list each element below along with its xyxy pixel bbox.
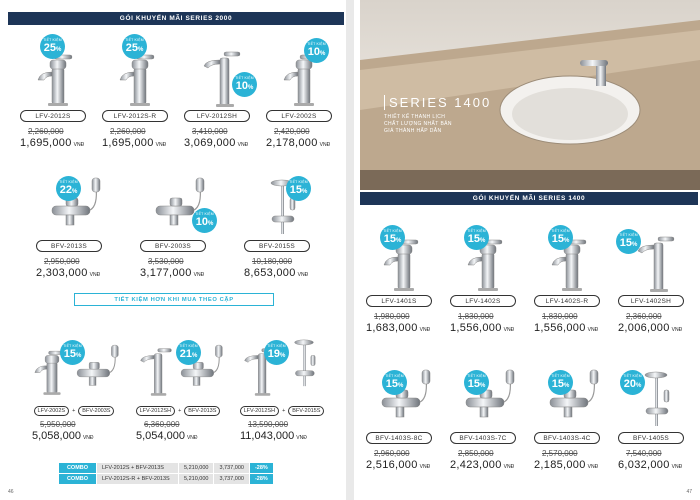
hero-image (360, 0, 700, 190)
discount-badge: TIẾT KIỆM 10% (304, 38, 329, 63)
combo-card[interactable] (132, 330, 227, 470)
new-price: 2,423,000 VNĐ (450, 459, 515, 471)
product-card[interactable] (616, 352, 696, 482)
product-card[interactable] (364, 352, 444, 482)
new-price: 2,303,000 VNĐ (36, 267, 101, 279)
new-price: 5,054,000 VNĐ (136, 430, 198, 442)
discount-badge: TIẾT KIỆM 15% (464, 225, 489, 250)
product-card[interactable] (242, 160, 322, 290)
combo-card[interactable] (236, 330, 331, 470)
discount-badge: TIẾT KIỆM 15% (380, 225, 405, 250)
old-price: 2,420,000 (274, 127, 310, 136)
discount-badge: TIẾT KIỆM 15% (616, 229, 641, 254)
old-price: 13,590,000 (248, 420, 289, 429)
tall-faucet-image (132, 340, 180, 400)
product-card[interactable] (532, 352, 612, 482)
discount-badge: TIẾT KIỆM 21% (176, 340, 201, 365)
combo-name: LFV-2012SH + BFV-2015S (236, 406, 328, 416)
page-number: 46 (8, 489, 14, 495)
old-price: 2,950,000 (44, 257, 80, 266)
new-price: 1,695,000 VNĐ (102, 137, 167, 149)
new-price: 11,043,000 VNĐ (240, 430, 307, 442)
old-price: 2,960,000 (374, 449, 410, 458)
discount-badge: TIẾT KIỆM 15% (548, 370, 573, 395)
discount-badge: TIẾT KIỆM 25% (122, 34, 147, 59)
page-number: 47 (686, 489, 692, 495)
old-price: 2,850,000 (458, 449, 494, 458)
page-left (0, 0, 346, 500)
product-name: LFV-1402S (450, 295, 516, 307)
old-price: 2,260,000 (110, 127, 146, 136)
new-price: 6,032,000 VNĐ (618, 459, 683, 471)
hero-title: SERIES 1400 (384, 95, 491, 110)
combo-name: LFV-2002S + BFV-2003S (28, 406, 120, 416)
old-price: 2,260,000 (28, 127, 64, 136)
product-name: LFV-1401S (366, 295, 432, 307)
discount-badge: TIẾT KIỆM 20% (620, 370, 645, 395)
old-price: 5,950,000 (40, 420, 76, 429)
product-name: LFV-1402SH (618, 295, 684, 307)
product-name: LFV-1402S-R (534, 295, 600, 307)
new-price: 2,006,000 VNĐ (618, 322, 683, 334)
combo-name: LFV-2012SH + BFV-2013S (132, 406, 224, 416)
new-price: 5,058,000 VNĐ (32, 430, 94, 442)
product-name: BFV-1403S-7C (450, 432, 516, 444)
old-price: 3,410,000 (192, 127, 228, 136)
combo-table (58, 462, 274, 485)
table-row: COMBO LFV-2012S-R + BFV-2013S 5,210,000 3,737,000 -28% (59, 474, 274, 485)
product-name: BFV-1405S (618, 432, 684, 444)
discount-badge: TIẾT KIỆM 19% (264, 340, 289, 365)
product-card[interactable] (100, 30, 180, 160)
product-name: LFV-2002S (266, 110, 332, 122)
product-card[interactable] (364, 215, 444, 345)
new-price: 1,695,000 VNĐ (20, 137, 85, 149)
product-card[interactable] (448, 352, 528, 482)
series-1400-title: GÓI KHUYẾN MÃI SERIES 1400 (360, 192, 698, 205)
product-card[interactable] (532, 215, 612, 345)
product-card[interactable] (182, 30, 262, 160)
new-price: 8,653,000 VNĐ (244, 267, 309, 279)
product-name: LFV-2012SH (184, 110, 250, 122)
discount-badge: TIẾT KIỆM 10% (192, 208, 217, 233)
old-price: 2,570,000 (542, 449, 578, 458)
product-card[interactable] (616, 215, 696, 345)
discount-badge: TIẾT KIỆM 15% (60, 340, 85, 365)
table-row: COMBO LFV-2012S + BFV-2013S 5,210,000 3,737,000 -28% (59, 463, 274, 474)
discount-badge: TIẾT KIỆM 15% (286, 176, 311, 201)
shower-image (280, 324, 328, 402)
product-card[interactable] (18, 30, 98, 160)
old-price: 2,360,000 (626, 312, 662, 321)
combo-link[interactable]: TIẾT KIỆM HƠN KHI MUA THEO CẶP (74, 293, 274, 306)
page-right (354, 0, 700, 500)
new-price: 2,185,000 VNĐ (534, 459, 599, 471)
product-name: LFV-2012S-R (102, 110, 168, 122)
discount-badge: TIẾT KIỆM 15% (548, 225, 573, 250)
combo-card[interactable] (28, 330, 123, 470)
product-name: LFV-2012S (20, 110, 86, 122)
old-price: 1,980,000 (374, 312, 410, 321)
new-price: 3,069,000 VNĐ (184, 137, 249, 149)
old-price: 10,180,000 (252, 257, 293, 266)
old-price: 1,830,000 (458, 312, 494, 321)
old-price: 7,540,000 (626, 449, 662, 458)
discount-badge: TIẾT KIỆM 10% (232, 72, 257, 97)
discount-badge: TIẾT KIỆM 25% (40, 34, 65, 59)
discount-badge: TIẾT KIỆM 15% (382, 370, 407, 395)
old-price: 6,360,000 (144, 420, 180, 429)
product-card[interactable] (448, 215, 528, 345)
discount-badge: TIẾT KIỆM 22% (56, 176, 81, 201)
new-price: 1,683,000 VNĐ (366, 322, 431, 334)
product-name: BFV-2015S (244, 240, 310, 252)
product-name: BFV-2013S (36, 240, 102, 252)
product-name: BFV-1403S-4C (534, 432, 600, 444)
series-2000-title: GÓI KHUYẾN MÃI SERIES 2000 (8, 12, 344, 25)
old-price: 1,830,000 (542, 312, 578, 321)
discount-badge: TIẾT KIỆM 15% (464, 370, 489, 395)
new-price: 2,516,000 VNĐ (366, 459, 431, 471)
product-card[interactable] (34, 160, 114, 290)
product-name: BFV-2003S (140, 240, 206, 252)
new-price: 2,178,000 VNĐ (266, 137, 331, 149)
new-price: 1,556,000 VNĐ (534, 322, 599, 334)
product-card[interactable] (138, 160, 218, 290)
old-price: 3,530,000 (148, 257, 184, 266)
new-price: 1,556,000 VNĐ (450, 322, 515, 334)
new-price: 3,177,000 VNĐ (140, 267, 205, 279)
product-name: BFV-1403S-8C (366, 432, 432, 444)
product-card[interactable] (264, 30, 344, 160)
hero-subtitle: THIẾT KẾ THANH LỊCH CHẤT LƯỢNG NHẤT BẢN GIÁ THÀNH HẤP DẪN (384, 114, 452, 134)
